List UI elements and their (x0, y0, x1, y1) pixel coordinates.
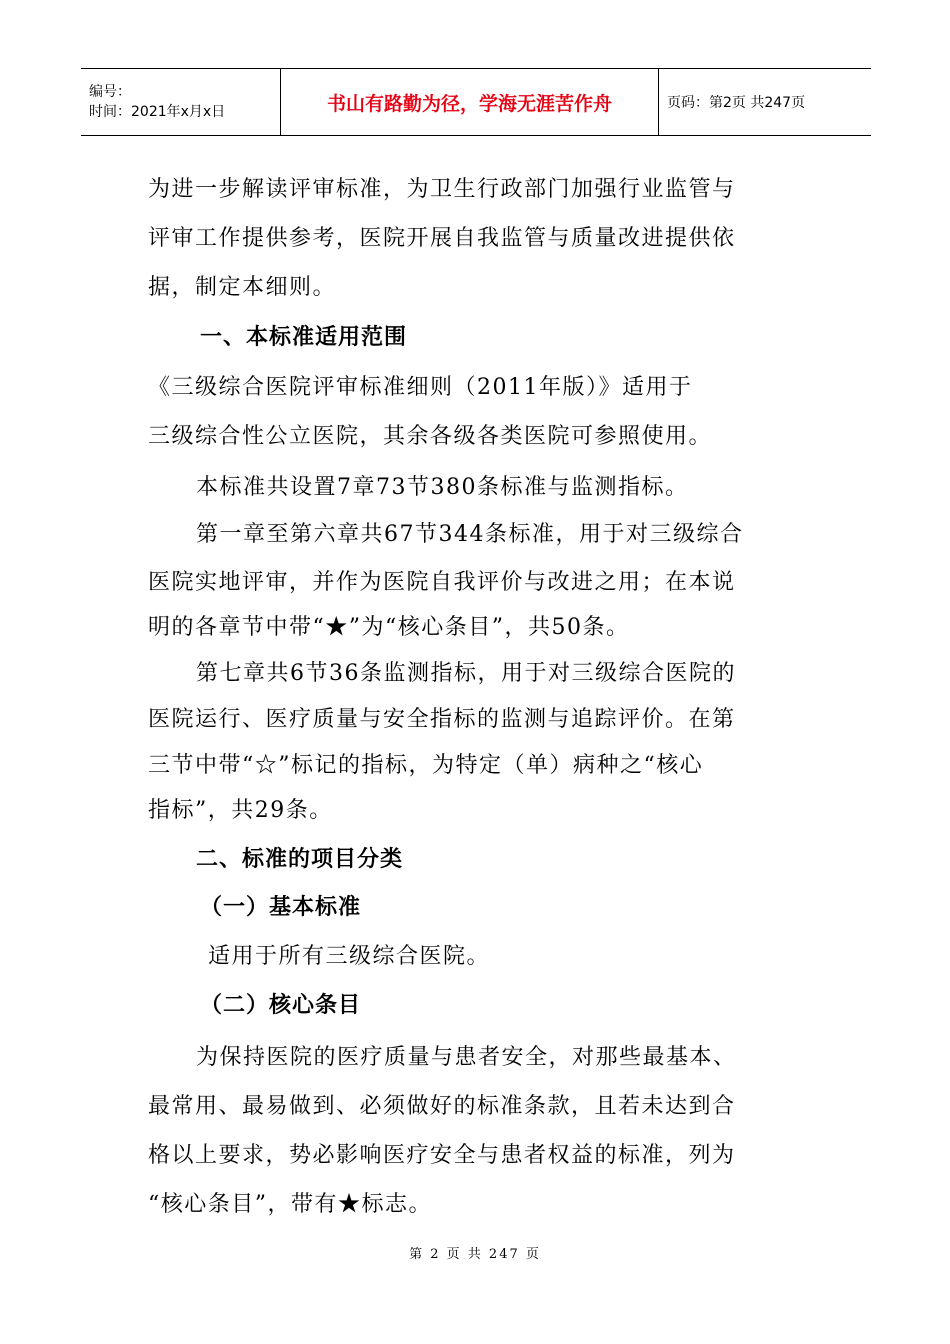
paragraph-line: 《三级综合医院评审标准细则（2011年版）》适用于 (148, 375, 693, 400)
paragraph-line: 为保持医院的医疗质量与患者安全，对那些最基本、 (196, 1045, 737, 1070)
document-number-label: 编号： (89, 84, 131, 100)
header-motto (281, 69, 659, 135)
paragraph-line: 明的各章节中带“★”为“核心条目”，共50条。 (148, 615, 630, 640)
subsection-heading-basic: （一）基本标准 (200, 895, 362, 920)
header-page-info (659, 69, 871, 135)
section-heading-2: 二、标准的项目分类 (196, 847, 404, 872)
paragraph-line: 医院实地评审，并作为医院自我评价与改进之用；在本说 (148, 570, 736, 595)
section-heading-1: 一、本标准适用范围 (200, 325, 408, 350)
paragraph-line: 三节中带“☆”标记的指标，为特定（单）病种之“核心 (148, 753, 704, 778)
paragraph-line: 医院运行、医疗质量与安全指标的监测与追踪评价。在第 (148, 707, 736, 732)
paragraph-line: 第一章至第六章共67节344条标准，用于对三级综合 (196, 522, 744, 547)
paragraph-line: 指标”，共29条。 (148, 798, 333, 823)
paragraph-line: 评审工作提供参考，医院开展自我监管与质量改进提供依 (148, 226, 736, 251)
page-footer (0, 1243, 950, 1262)
page-info-text: 页码：第2页 共247页 (667, 95, 806, 111)
paragraph-line: 最常用、最易做到、必须做好的标准条款，且若未达到合 (148, 1094, 736, 1119)
subsection-heading-core: （二）核心条目 (200, 993, 362, 1018)
paragraph-line: 为进一步解读评审标准，为卫生行政部门加强行业监管与 (148, 177, 736, 202)
page-header (81, 68, 871, 136)
paragraph-line: 三级综合性公立医院，其余各级各类医院可参照使用。 (148, 424, 713, 449)
motto-text: 书山有路勤为径，学海无涯苦作舟 (326, 92, 612, 115)
paragraph-line: 据，制定本细则。 (148, 275, 337, 300)
footer-page-number: 第 2 页 共 247 页 (409, 1247, 541, 1262)
paragraph-line: 适用于所有三级综合医院。 (208, 944, 491, 969)
header-meta (81, 69, 281, 135)
paragraph-line: 第七章共6节36条监测指标，用于对三级综合医院的 (196, 661, 736, 686)
paragraph-line: “核心条目”，带有★标志。 (148, 1192, 432, 1217)
paragraph-line: 本标准共设置7章73节380条标准与监测指标。 (196, 475, 689, 500)
document-time: 时间：2021年x月x日 (89, 104, 226, 120)
paragraph-line: 格以上要求，势必影响医疗安全与患者权益的标准，列为 (148, 1143, 736, 1168)
